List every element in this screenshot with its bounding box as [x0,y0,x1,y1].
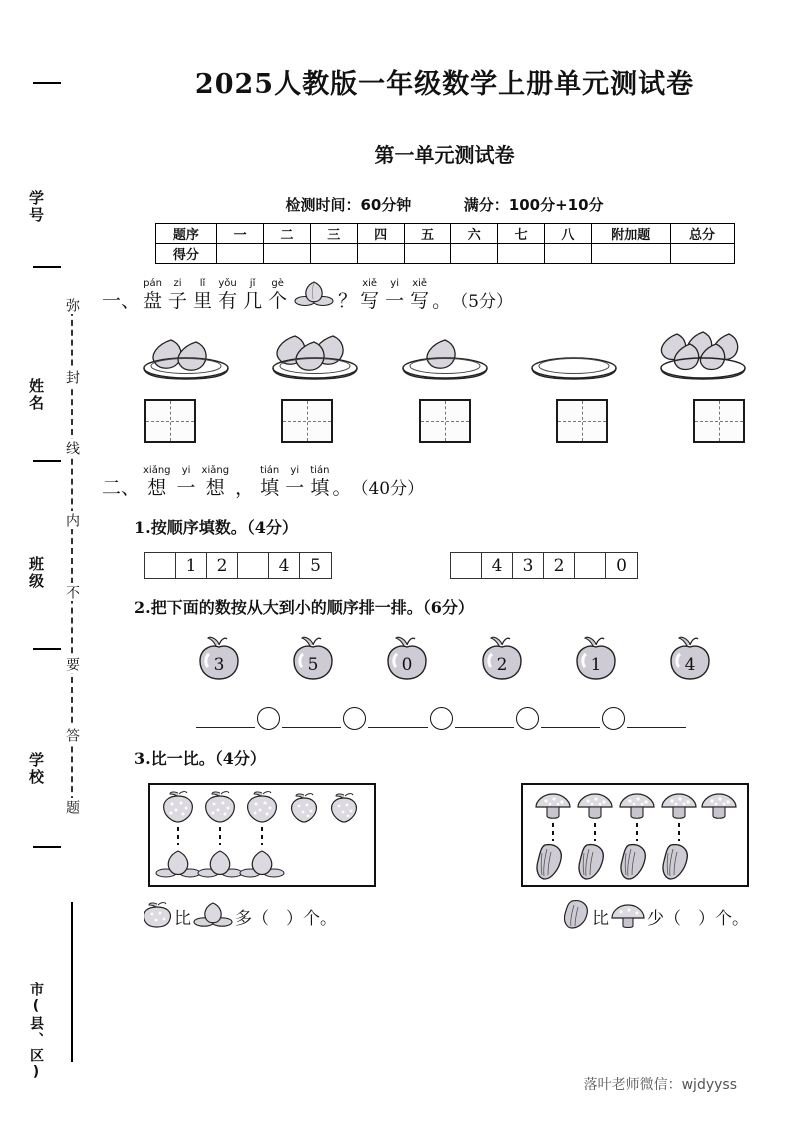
table-row-points [155,244,734,264]
q1-number: 一、 [102,290,141,312]
answer-blank[interactable] [541,710,600,728]
hanzi: 盘 [143,290,163,312]
apple-number: 2 [496,655,507,675]
comparison-circle[interactable] [602,707,625,730]
seal-rule [33,82,61,84]
comparison-boxes [148,783,749,887]
q1-word [268,278,287,312]
q1-word [385,278,404,312]
hanzi: 填 [310,477,330,499]
seal-char: 内 [64,513,80,528]
seal-label-school: 学校 [27,752,45,786]
score-col-6: 六 [451,224,498,244]
tianzige-box[interactable] [419,399,471,443]
q2-sub3-label: 3.比一比。（4分） [134,749,266,768]
comparison-box-left [148,783,376,887]
answer-blank[interactable] [455,710,514,728]
apple-number: 1 [590,655,602,675]
seq-cell[interactable] [145,553,176,578]
q2-word [143,465,171,499]
score-table [155,223,735,264]
seal-char: 答 [64,728,80,743]
relation-text-right: 少（ ）个。 [647,909,749,929]
seq-cell[interactable] [451,553,482,578]
hanzi: 子 [168,290,188,312]
score-col-2: 二 [264,224,311,244]
score-col-total: 总分 [670,224,734,244]
hanzi: ， [235,477,255,499]
plate-with-3-peaches [267,326,363,387]
pinyin: xiě [412,278,428,289]
seq-cell: 3 [513,553,544,578]
q2-score: （40分） [351,479,425,499]
peach-icon [294,279,334,312]
plate-with-0-peaches [526,326,622,387]
hanzi: 想 [205,477,225,499]
seq-cell: 0 [616,555,627,576]
tianzige-box[interactable] [281,399,333,443]
q2-word [260,465,279,499]
pinyin: yi [181,465,191,476]
apple-number: 5 [307,655,319,675]
q2-sub1-label: 1.按顺序填数。（4分） [134,518,298,537]
seal-rule [33,460,61,462]
q1-word [410,278,429,312]
exam-time-label: 检测时间：60分钟 [285,196,412,214]
plate-with-2-peaches [138,326,234,387]
pinyin: zi [173,278,182,289]
peach-group [156,851,284,877]
apple-icon [479,634,525,687]
comparison-circle[interactable] [257,707,280,730]
q2-sub1-sequences [144,552,793,579]
seal-bottom-rule [71,902,73,1062]
seal-char: 题 [64,799,80,814]
q1-score: （5分） [451,292,514,312]
comparison-box-right [521,783,749,887]
q1-word [243,278,262,312]
q1-question-mark: ？ [338,290,358,312]
apple-icon [384,634,430,687]
hanzi: 一 [285,477,305,499]
score-col-extra: 附加题 [591,224,670,244]
tianzige-box[interactable] [556,399,608,443]
q2-number: 二、 [102,477,141,499]
comparison-sentence-left [144,899,337,934]
points-cell[interactable] [451,244,498,264]
pinyin: xiǎng [201,465,230,476]
points-cell[interactable] [357,244,404,264]
hanzi: 一 [385,290,405,312]
seal-char: 线 [64,441,80,456]
q2-sub2-label: 2.把下面的数按从大到小的顺序排一排。（6分） [134,598,474,617]
pinyin: yi [290,465,300,476]
question-2-header [96,465,793,499]
tianzige-box[interactable] [144,399,196,443]
pinyin: tián [260,465,280,476]
seal-rule [33,648,61,650]
q1-word [360,278,379,312]
number-sequence-right [450,552,638,579]
hanzi: 写 [410,290,430,312]
apple-row [196,634,713,687]
seal-char: 不 [64,584,80,599]
seq-cell: 1 [176,553,207,578]
apple-number: 3 [213,655,225,675]
number-sequence-left [144,552,332,579]
strawberry-group [164,792,357,822]
compare-char: 比 [592,909,609,929]
q2-period: 。 [332,477,352,499]
seq-cell[interactable] [238,553,269,578]
seal-char: 要 [64,656,80,671]
seq-cell: 2 [544,553,575,578]
score-col-8: 八 [545,224,592,244]
hanzi: 写 [360,290,380,312]
hanzi: 填 [260,477,280,499]
pinyin: yi [390,278,399,289]
exam-fullscore-label: 满分：100分+10分 [463,196,604,214]
seq-cell: 4 [482,553,513,578]
peach-plates-row [138,326,751,387]
q2-word [285,465,304,499]
points-cell[interactable] [591,244,670,264]
q1-word [218,278,237,312]
q2-word [177,465,196,499]
answer-blank[interactable] [368,710,427,728]
pinyin: xiǎng [143,465,171,476]
points-row-label: 得分 [155,244,217,264]
hanzi: 几 [243,290,263,312]
q2-word [235,465,254,499]
score-row-label: 题序 [155,224,217,244]
compare-char: 比 [174,909,191,929]
apple-icon [196,634,242,687]
main-content [96,0,793,1122]
apple-icon [667,634,713,687]
watermark-text: 落叶老师微信：wjdyyss [583,1077,737,1093]
score-col-5: 五 [404,224,451,244]
answer-blank[interactable] [282,710,341,728]
seal-label-class: 班级 [27,556,45,590]
score-col-3: 三 [310,224,357,244]
seal-rule [33,846,61,848]
match-lines [178,827,262,845]
mushroom-group [536,794,736,818]
peach-icon [193,900,233,933]
q1-word [193,278,212,312]
comparison-circle[interactable] [516,707,539,730]
strawberry-icon [144,900,172,933]
question-1-header [96,278,793,312]
relation-text-left: 多（ ）个。 [235,909,337,929]
q2-sub2-answer-line [196,707,686,730]
score-col-7: 七 [498,224,545,244]
points-cell[interactable] [670,244,734,264]
points-cell[interactable] [264,244,311,264]
exam-info [96,194,793,215]
comparison-circle[interactable] [430,707,453,730]
pinyin: gè [271,278,284,289]
score-col-4: 四 [357,224,404,244]
points-cell[interactable] [310,244,357,264]
seal-char: 封 [64,369,80,384]
apple-number: 0 [401,655,413,675]
tianzige-box[interactable] [693,399,745,443]
plate-with-5-peaches [655,326,751,387]
points-cell[interactable] [498,244,545,264]
pinyin: lǐ [199,278,206,289]
comparison-circle[interactable] [343,707,366,730]
page-title: 2025人教版一年级数学上册单元测试卷 [194,69,695,100]
comparison-sentences [144,899,749,934]
pinyin: tián [310,465,330,476]
cabbage-group [537,845,687,879]
seal-rule [33,266,61,268]
q1-period: 。 [432,290,452,312]
hanzi: 有 [218,290,238,312]
hanzi: 一 [176,477,196,499]
pinyin: pán [143,278,162,289]
cabbage-icon [564,899,590,934]
points-cell[interactable] [545,244,592,264]
seq-cell: 4 [269,553,300,578]
seq-cell: 2 [207,553,238,578]
q2-word [202,465,230,499]
plate-with-1-peach [397,326,493,387]
q1-word [168,278,187,312]
q2-word [310,465,329,499]
hanzi: 里 [193,290,213,312]
hanzi: 想 [147,477,167,499]
pinyin: yǒu [218,278,237,289]
seq-cell: 5 [310,555,321,576]
apple-icon [290,634,336,687]
seal-char: 弥 [64,298,80,312]
mushroom-icon [611,900,645,933]
seal-column [0,0,96,1122]
apple-icon [573,634,619,687]
points-cell[interactable] [217,244,264,264]
answer-blank[interactable] [196,710,255,728]
q1-answer-boxes [144,399,745,443]
seq-cell[interactable] [575,553,606,578]
seal-label-student-id: 学号 [27,190,45,224]
page-subtitle: 第一单元测试卷 [374,143,515,167]
seal-label-city: 市(县、区) [28,982,44,1082]
seal-label-name: 姓名 [27,378,45,412]
points-cell[interactable] [404,244,451,264]
score-col-1: 一 [217,224,264,244]
table-row-header [155,224,734,244]
hanzi: 个 [268,290,288,312]
pinyin: xiě [362,278,378,289]
match-lines [553,823,679,841]
pinyin: jǐ [249,278,256,289]
answer-blank[interactable] [627,710,686,728]
q1-word [143,278,162,312]
apple-number: 4 [684,655,696,675]
comparison-sentence-right [564,899,749,934]
